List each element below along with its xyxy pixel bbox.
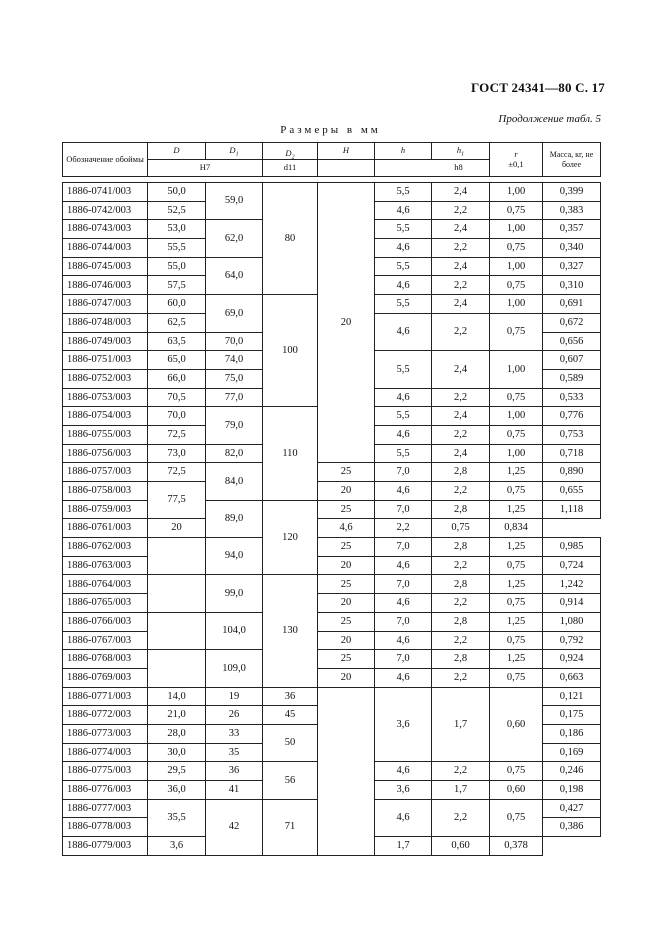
cell-D1: 77,0 <box>206 388 263 407</box>
cell-mass: 0,169 <box>543 743 601 762</box>
cell-h: 7,0 <box>375 538 432 557</box>
cell-D: 57,5 <box>148 276 206 295</box>
cell-designation: 1886-0764/003 <box>63 575 148 594</box>
cell-r: 1,00 <box>490 407 543 426</box>
cell-D: 35,5 <box>148 799 206 836</box>
cell-designation: 1886-0768/003 <box>63 650 148 669</box>
cell-r: 0,75 <box>490 631 543 650</box>
cell-designation: 1886-0763/003 <box>63 556 148 575</box>
cell-mass: 0,924 <box>543 650 601 669</box>
cell-mass: 0,607 <box>543 351 601 370</box>
cell-D: 63,5 <box>148 332 206 351</box>
cell-r: 0,60 <box>432 837 490 856</box>
table-body <box>63 183 601 856</box>
cell-mass: 0,792 <box>543 631 601 650</box>
cell-D2: 130 <box>263 575 318 687</box>
cell-D <box>148 612 206 649</box>
cell-designation: 1886-0757/003 <box>63 463 148 482</box>
cell-D2: 56 <box>263 762 318 799</box>
cell-h: 4,6 <box>375 313 432 350</box>
cell-D1: 59,0 <box>206 183 263 220</box>
cell-h: 3,6 <box>375 687 432 762</box>
cell-D1: 35 <box>206 743 263 762</box>
col-header-D2: $D_2$ <box>263 143 318 160</box>
cell-H <box>318 687 375 855</box>
cell-h: 4,6 <box>375 668 432 687</box>
cell-h1: 2,2 <box>432 388 490 407</box>
cell-designation: 1886-0755/003 <box>63 425 148 444</box>
cell-D1: 62,0 <box>206 220 263 257</box>
cell-r: 1,25 <box>490 650 543 669</box>
cell-D <box>148 575 206 612</box>
cell-H: 25 <box>318 500 375 519</box>
cell-h1: 1,7 <box>432 687 490 762</box>
cell-h1: 2,2 <box>432 313 490 350</box>
cell-mass: 0,383 <box>543 201 601 220</box>
cell-designation: 1886-0746/003 <box>63 276 148 295</box>
cell-D: 28,0 <box>148 724 206 743</box>
tolerance-h8: h8 <box>375 160 543 177</box>
cell-designation: 1886-0777/003 <box>63 799 148 818</box>
cell-D: 73,0 <box>148 444 206 463</box>
cell-r: 1,00 <box>490 295 543 314</box>
cell-r: 0,75 <box>490 388 543 407</box>
cell-D <box>148 538 206 575</box>
cell-mass: 0,985 <box>543 538 601 557</box>
cell-designation: 1886-0748/003 <box>63 313 148 332</box>
cell-h1: 2,4 <box>432 351 490 388</box>
cell-r: 1,00 <box>490 351 543 388</box>
cell-designation: 1886-0761/003 <box>63 519 148 538</box>
cell-mass: 0,724 <box>543 556 601 575</box>
cell-D: 36,0 <box>148 781 206 800</box>
cell-h1: 2,2 <box>432 239 490 258</box>
cell-D: 60,0 <box>148 295 206 314</box>
cell-mass: 0,175 <box>543 706 601 725</box>
cell-mass: 0,198 <box>543 781 601 800</box>
cell-h1: 2,4 <box>432 295 490 314</box>
cell-h1: 2,8 <box>432 612 490 631</box>
cell-h1: 2,8 <box>432 538 490 557</box>
cell-mass: 0,589 <box>543 369 601 388</box>
cell-D1: 26 <box>206 706 263 725</box>
cell-designation: 1886-0742/003 <box>63 201 148 220</box>
cell-designation: 1886-0769/003 <box>63 668 148 687</box>
cell-D: 72,5 <box>148 463 206 482</box>
cell-h1: 2,4 <box>432 257 490 276</box>
cell-designation: 1886-0775/003 <box>63 762 148 781</box>
cell-designation: 1886-0766/003 <box>63 612 148 631</box>
cell-h: 4,6 <box>375 276 432 295</box>
cell-D1: 42 <box>206 799 263 855</box>
cell-h: 5,5 <box>375 220 432 239</box>
cell-H: 20 <box>318 668 375 687</box>
cell-h1: 2,8 <box>432 650 490 669</box>
cell-r: 1,25 <box>490 500 543 519</box>
cell-r: 1,25 <box>490 575 543 594</box>
cell-designation: 1886-0754/003 <box>63 407 148 426</box>
cell-H: 20 <box>318 631 375 650</box>
cell-h: 3,6 <box>375 781 432 800</box>
dimensions-table <box>62 142 601 856</box>
cell-mass: 0,672 <box>543 313 601 332</box>
cell-D2: 120 <box>263 500 318 575</box>
cell-designation: 1886-0741/003 <box>63 183 148 202</box>
cell-H: 20 <box>318 594 375 613</box>
cell-mass: 0,663 <box>543 668 601 687</box>
cell-h1: 2,8 <box>432 500 490 519</box>
table-row <box>63 183 601 202</box>
table-row <box>63 482 601 501</box>
col-header-D1: $D_1$ <box>206 143 263 160</box>
cell-D1: 109,0 <box>206 650 263 687</box>
cell-D: 53,0 <box>148 220 206 239</box>
cell-h: 5,5 <box>375 407 432 426</box>
cell-mass: 0,655 <box>543 482 601 501</box>
cell-D2: 110 <box>263 407 318 500</box>
cell-D2: 50 <box>263 724 318 761</box>
cell-D: 29,5 <box>148 762 206 781</box>
cell-H: 20 <box>148 519 206 538</box>
cell-r: 0,60 <box>490 687 543 762</box>
cell-designation: 1886-0767/003 <box>63 631 148 650</box>
cell-D: 70,0 <box>148 407 206 426</box>
col-header-h: h <box>375 143 432 160</box>
cell-D1: 104,0 <box>206 612 263 649</box>
col-header-D: D <box>148 143 206 160</box>
cell-designation: 1886-0759/003 <box>63 500 148 519</box>
cell-mass: 0,327 <box>543 257 601 276</box>
table-row <box>63 538 601 557</box>
cell-h1: 2,2 <box>432 482 490 501</box>
cell-h1: 1,7 <box>432 781 490 800</box>
cell-designation: 1886-0771/003 <box>63 687 148 706</box>
cell-mass: 0,834 <box>490 519 543 538</box>
cell-h1: 2,2 <box>432 594 490 613</box>
cell-r: 0,75 <box>490 556 543 575</box>
cell-mass: 1,118 <box>543 500 601 519</box>
cell-D1: 69,0 <box>206 295 263 332</box>
cell-mass: 1,242 <box>543 575 601 594</box>
cell-mass: 0,753 <box>543 425 601 444</box>
cell-mass: 0,914 <box>543 594 601 613</box>
cell-H: 25 <box>318 612 375 631</box>
cell-D1: 94,0 <box>206 538 263 575</box>
cell-mass: 1,080 <box>543 612 601 631</box>
cell-designation: 1886-0743/003 <box>63 220 148 239</box>
cell-designation: 1886-0747/003 <box>63 295 148 314</box>
cell-h: 4,6 <box>375 239 432 258</box>
cell-designation: 1886-0773/003 <box>63 724 148 743</box>
cell-mass: 0,533 <box>543 388 601 407</box>
cell-h: 4,6 <box>375 201 432 220</box>
cell-D: 55,0 <box>148 257 206 276</box>
cell-h1: 2,2 <box>375 519 432 538</box>
table-continuation-note: Продолжение табл. 5 <box>498 113 601 125</box>
cell-r: 1,00 <box>490 444 543 463</box>
cell-H: 25 <box>318 650 375 669</box>
col-header-H: H <box>318 143 375 160</box>
cell-designation: 1886-0776/003 <box>63 781 148 800</box>
cell-D1: 84,0 <box>206 463 263 500</box>
table-row <box>63 668 601 687</box>
cell-designation: 1886-0753/003 <box>63 388 148 407</box>
cell-mass: 0,776 <box>543 407 601 426</box>
cell-H: 20 <box>318 183 375 463</box>
cell-mass: 0,340 <box>543 239 601 258</box>
cell-r: 0,75 <box>490 239 543 258</box>
cell-mass: 0,378 <box>490 837 543 856</box>
cell-D: 50,0 <box>148 183 206 202</box>
cell-r: 0,75 <box>432 519 490 538</box>
cell-D2: 45 <box>263 706 318 725</box>
cell-D2: 36 <box>263 687 318 706</box>
tolerance-H7: H7 <box>148 160 263 177</box>
cell-r: 0,75 <box>490 762 543 781</box>
cell-r: 0,75 <box>490 276 543 295</box>
cell-D2: 100 <box>263 295 318 407</box>
cell-designation: 1886-0744/003 <box>63 239 148 258</box>
table-row <box>63 500 601 519</box>
cell-H: 20 <box>318 482 375 501</box>
table-row <box>63 463 601 482</box>
cell-D1: 41 <box>206 781 263 800</box>
table-row <box>63 612 601 631</box>
cell-D: 62,5 <box>148 313 206 332</box>
cell-h: 4,6 <box>375 594 432 613</box>
cell-h: 5,5 <box>375 295 432 314</box>
table-row <box>63 631 601 650</box>
cell-h1: 2,2 <box>432 631 490 650</box>
cell-h1: 2,2 <box>432 556 490 575</box>
cell-D1: 79,0 <box>206 407 263 444</box>
cell-mass: 0,386 <box>543 818 601 837</box>
cell-designation: 1886-0772/003 <box>63 706 148 725</box>
cell-mass: 0,357 <box>543 220 601 239</box>
cell-D <box>148 650 206 687</box>
cell-D1: 19 <box>206 687 263 706</box>
cell-D: 72,5 <box>148 425 206 444</box>
cell-h: 4,6 <box>375 482 432 501</box>
cell-D: 77,5 <box>148 482 206 519</box>
cell-D1: 36 <box>206 762 263 781</box>
cell-mass: 0,718 <box>543 444 601 463</box>
cell-h1: 2,8 <box>432 463 490 482</box>
cell-mass: 0,186 <box>543 724 601 743</box>
cell-mass: 0,121 <box>543 687 601 706</box>
cell-D: 66,0 <box>148 369 206 388</box>
cell-r: 1,00 <box>490 183 543 202</box>
cell-r: 0,75 <box>490 594 543 613</box>
cell-h1: 2,2 <box>432 668 490 687</box>
cell-h1: 2,2 <box>432 799 490 836</box>
cell-designation: 1886-0756/003 <box>63 444 148 463</box>
table-row <box>63 575 601 594</box>
cell-h1: 1,7 <box>375 837 432 856</box>
cell-h: 4,6 <box>318 519 375 538</box>
cell-D1: 74,0 <box>206 351 263 370</box>
cell-designation: 1886-0779/003 <box>63 837 148 856</box>
table-row <box>63 594 601 613</box>
cell-h: 5,5 <box>375 183 432 202</box>
cell-D: 14,0 <box>148 687 206 706</box>
cell-D: 65,0 <box>148 351 206 370</box>
cell-h: 4,6 <box>375 388 432 407</box>
cell-H: 25 <box>318 575 375 594</box>
cell-r: 0,75 <box>490 668 543 687</box>
cell-D1: 75,0 <box>206 369 263 388</box>
cell-D1: 64,0 <box>206 257 263 294</box>
cell-D1: 99,0 <box>206 575 263 612</box>
cell-mass: 0,890 <box>543 463 601 482</box>
cell-D1: 82,0 <box>206 444 263 463</box>
cell-r: 0,75 <box>490 201 543 220</box>
col-header-designation: Обозначение обоймы <box>63 143 148 177</box>
cell-r: 1,00 <box>490 257 543 276</box>
cell-h1: 2,2 <box>432 425 490 444</box>
cell-h: 7,0 <box>375 575 432 594</box>
cell-h: 4,6 <box>375 799 432 836</box>
cell-D1: 89,0 <box>206 500 263 537</box>
cell-r: 0,75 <box>490 799 543 836</box>
cell-mass: 0,691 <box>543 295 601 314</box>
cell-h: 4,6 <box>375 425 432 444</box>
cell-h: 5,5 <box>375 257 432 276</box>
cell-h1: 2,4 <box>432 444 490 463</box>
cell-h: 7,0 <box>375 500 432 519</box>
cell-designation: 1886-0762/003 <box>63 538 148 557</box>
tolerance-d11: d11 <box>263 160 318 177</box>
cell-h1: 2,4 <box>432 220 490 239</box>
cell-D: 30,0 <box>148 743 206 762</box>
cell-designation: 1886-0765/003 <box>63 594 148 613</box>
cell-h: 5,5 <box>375 351 432 388</box>
table-row <box>63 519 601 538</box>
cell-r: 0,75 <box>490 482 543 501</box>
cell-designation: 1886-0752/003 <box>63 369 148 388</box>
cell-D2: 80 <box>263 183 318 295</box>
cell-h: 5,5 <box>375 444 432 463</box>
cell-designation: 1886-0774/003 <box>63 743 148 762</box>
cell-h1: 2,8 <box>432 575 490 594</box>
cell-h: 4,6 <box>375 762 432 781</box>
cell-D1: 33 <box>206 724 263 743</box>
cell-h: 7,0 <box>375 463 432 482</box>
cell-h1: 2,2 <box>432 201 490 220</box>
cell-D: 55,5 <box>148 239 206 258</box>
cell-D: 70,5 <box>148 388 206 407</box>
cell-designation: 1886-0778/003 <box>63 818 148 837</box>
cell-h1: 2,4 <box>432 183 490 202</box>
cell-mass: 0,310 <box>543 276 601 295</box>
cell-designation: 1886-0749/003 <box>63 332 148 351</box>
page-header: ГОСТ 24341—80 С. 17 <box>471 80 605 95</box>
cell-h: 4,6 <box>375 631 432 650</box>
cell-h1: 2,2 <box>432 762 490 781</box>
cell-r: 0,75 <box>490 425 543 444</box>
cell-mass: 0,246 <box>543 762 601 781</box>
cell-r: 1,00 <box>490 220 543 239</box>
table-row <box>63 687 601 706</box>
cell-mass: 0,399 <box>543 183 601 202</box>
cell-H: 25 <box>318 463 375 482</box>
cell-D: 21,0 <box>148 706 206 725</box>
cell-h1: 2,2 <box>432 276 490 295</box>
cell-H: 20 <box>318 556 375 575</box>
cell-D1: 70,0 <box>206 332 263 351</box>
table-row <box>63 556 601 575</box>
table-title: Размеры в мм <box>280 124 381 136</box>
col-header-mass: Масса, кг, не более <box>543 143 601 177</box>
cell-r: 1,25 <box>490 612 543 631</box>
col-header-r: r ±0,1 <box>490 143 543 177</box>
cell-h: 3,6 <box>148 837 206 856</box>
table-row <box>63 650 601 669</box>
cell-h: 7,0 <box>375 612 432 631</box>
cell-r: 1,25 <box>490 538 543 557</box>
col-header-h1: $h_1$ <box>432 143 490 160</box>
cell-r: 0,60 <box>490 781 543 800</box>
cell-designation: 1886-0751/003 <box>63 351 148 370</box>
cell-r: 0,75 <box>490 313 543 350</box>
cell-H: 25 <box>318 538 375 557</box>
cell-mass: 0,656 <box>543 332 601 351</box>
cell-mass: 0,427 <box>543 799 601 818</box>
cell-D: 52,5 <box>148 201 206 220</box>
cell-r: 1,25 <box>490 463 543 482</box>
cell-designation: 1886-0745/003 <box>63 257 148 276</box>
cell-h: 4,6 <box>375 556 432 575</box>
cell-D2: 71 <box>263 799 318 855</box>
cell-h1: 2,4 <box>432 407 490 426</box>
cell-designation: 1886-0758/003 <box>63 482 148 501</box>
cell-h: 7,0 <box>375 650 432 669</box>
